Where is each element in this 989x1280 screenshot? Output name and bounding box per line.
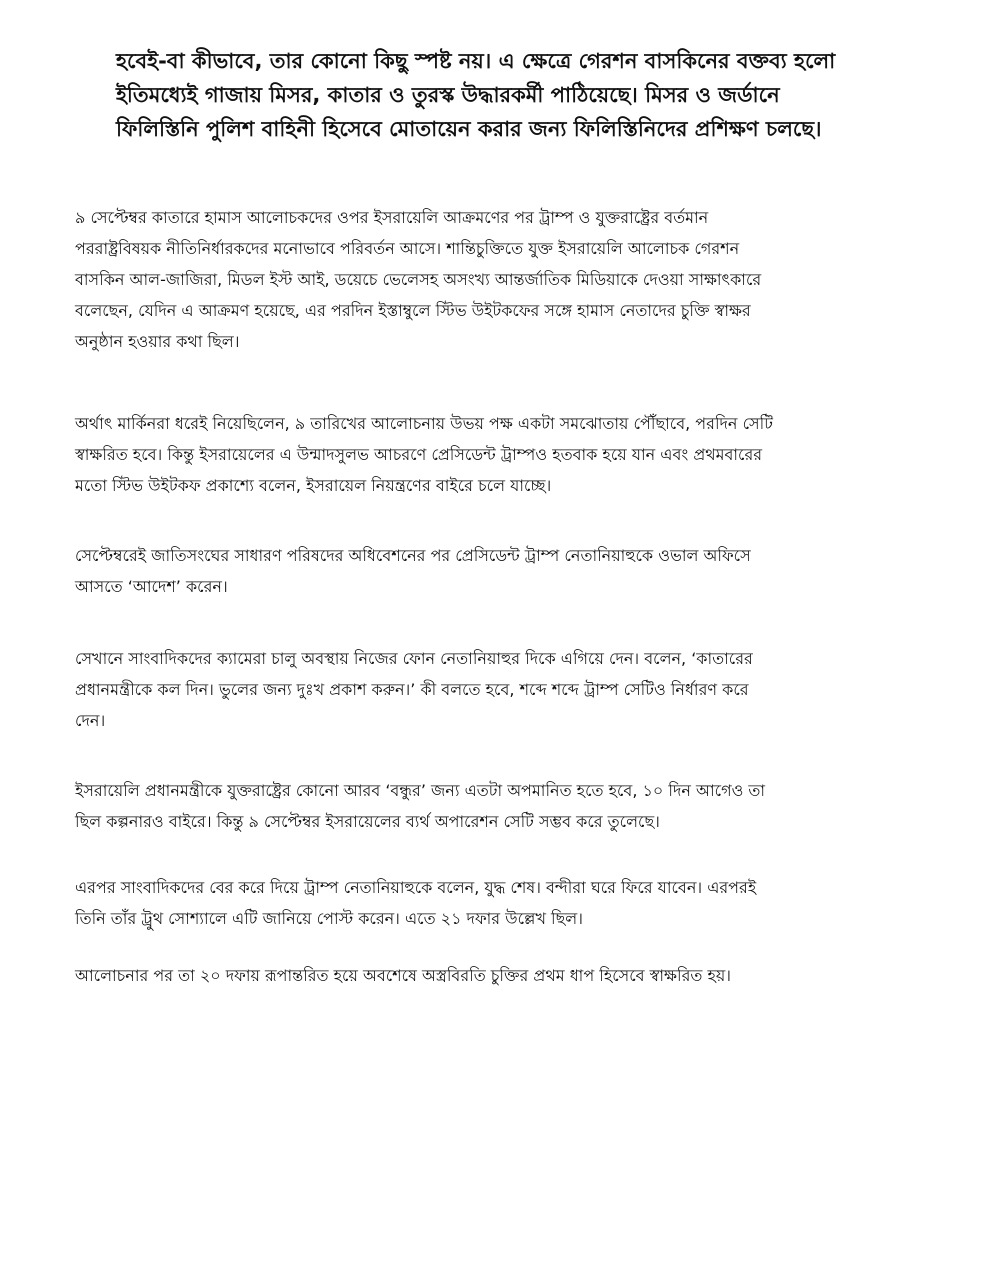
lead-paragraph [116, 44, 896, 146]
paragraph-line: প্রধানমন্ত্রীকে কল দিন। ভুলের জন্য দুঃখ প্রকাশ করুন।’ কী বলতে হবে, শব্দে শব্দে ট্রাম্প সেটিও নির্ধারণ করে [75, 680, 749, 699]
paragraph-line: মতো স্টিভ উইটকফ প্রকাশ্যে বলেন, ইসরায়েল নিয়ন্ত্রণের বাইরে চলে যাচ্ছে। [75, 476, 552, 495]
body-paragraph-2 [75, 408, 925, 501]
paragraph-line: ৯ সেপ্টেম্বর কাতারে হামাস আলোচকদের ওপর ইসরায়েলি আক্রমণের পর ট্রাম্প ও যুক্তরাষ্ট্রের বর্তমান [75, 208, 709, 227]
paragraph-line: অনুষ্ঠান হওয়ার কথা ছিল। [75, 332, 240, 351]
body-paragraph-1 [75, 202, 925, 357]
body-paragraph-6 [75, 872, 925, 934]
body-paragraph-4 [75, 643, 925, 736]
paragraph-line: পররাষ্ট্রবিষয়ক নীতিনির্ধারকদের মনোভাবে পরিবর্তন আসে। শান্তিচুক্তিতে যুক্ত ইসরায়েলি আলোচক গেরশন [75, 239, 740, 258]
paragraph-line: সেপ্টেম্বরেই জাতিসংঘের সাধারণ পরিষদের অধিবেশনের পর প্রেসিডেন্ট ট্রাম্প নেতানিয়াহুকে ওভাল অফিসে [75, 546, 751, 565]
body-paragraph-3 [75, 540, 925, 602]
paragraph-line: বলেছেন, যেদিন এ আক্রমণ হয়েছে, এর পরদিন ইস্তাম্বুলে স্টিভ উইটকফের সঙ্গে হামাস নেতাদের চুক্তি স্বাক্ষর [75, 301, 751, 320]
paragraph-line: বাসকিন আল-জাজিরা, মিডল ইস্ট আই, ডয়েচে ভেলেসহ অসংখ্য আন্তর্জাতিক মিডিয়াকে দেওয়া সাক্ষাৎকারে [75, 270, 762, 289]
paragraph-line: দেন। [75, 711, 106, 730]
paragraph-line: ইসরায়েলি প্রধানমন্ত্রীকে যুক্তরাষ্ট্রের কোনো আরব ‘বন্ধুর’ জন্য এতটা অপমানিত হতে হবে, ১০ দিন আগেও তা [75, 781, 766, 800]
paragraph-line: আলোচনার পর তা ২০ দফায় রূপান্তরিত হয়ে অবশেষে অস্ত্রবিরতি চুক্তির প্রথম ধাপ হিসেবে স্বাক্ষরিত হয়। [75, 966, 732, 985]
paragraph-line: তিনি তাঁর ট্রুথ সোশ্যালে এটি জানিয়ে পোস্ট করেন। এতে ২১ দফার উল্লেখ ছিল। [75, 909, 583, 928]
body-paragraph-5 [75, 775, 925, 837]
paragraph-line: এরপর সাংবাদিকদের বের করে দিয়ে ট্রাম্প নেতানিয়াহুকে বলেন, যুদ্ধ শেষ। বন্দীরা ঘরে ফিরে যাবেন। এরপরই [75, 878, 757, 897]
lead-line: হবেই-বা কীভাবে, তার কোনো কিছু স্পষ্ট নয়। এ ক্ষেত্রে গেরশন বাসকিনের বক্তব্য হলো [116, 49, 836, 73]
body-paragraph-7 [75, 960, 925, 991]
paragraph-line: ছিল কল্পনারও বাইরে। কিন্তু ৯ সেপ্টেম্বর ইসরায়েলের ব্যর্থ অপারেশন সেটি সম্ভব করে তুলেছে। [75, 812, 660, 831]
paragraph-line: আসতে ‘আদেশ’ করেন। [75, 577, 228, 596]
paragraph-line: অর্থাৎ মার্কিনরা ধরেই নিয়েছিলেন, ৯ তারিখের আলোচনায় উভয় পক্ষ একটা সমঝোতায় পৌঁছাবে, পরদিন সেটি [75, 414, 773, 433]
lead-line: ফিলিস্তিনি পুলিশ বাহিনী হিসেবে মোতায়েন করার জন্য ফিলিস্তিনিদের প্রশিক্ষণ চলছে। [116, 117, 822, 141]
paragraph-line: সেখানে সাংবাদিকদের ক্যামেরা চালু অবস্থায় নিজের ফোন নেতানিয়াহুর দিকে এগিয়ে দেন। বলেন, ‘কাতারের [75, 649, 753, 668]
paragraph-line: স্বাক্ষরিত হবে। কিন্তু ইসরায়েলের এ উন্মাদসুলভ আচরণে প্রেসিডেন্ট ট্রাম্পও হতবাক হয়ে যান এবং প্রথমবারের [75, 445, 763, 464]
lead-line: ইতিমধ্যেই গাজায় মিসর, কাতার ও তুরস্ক উদ্ধারকর্মী পাঠিয়েছে। মিসর ও জর্ডানে [116, 83, 780, 107]
